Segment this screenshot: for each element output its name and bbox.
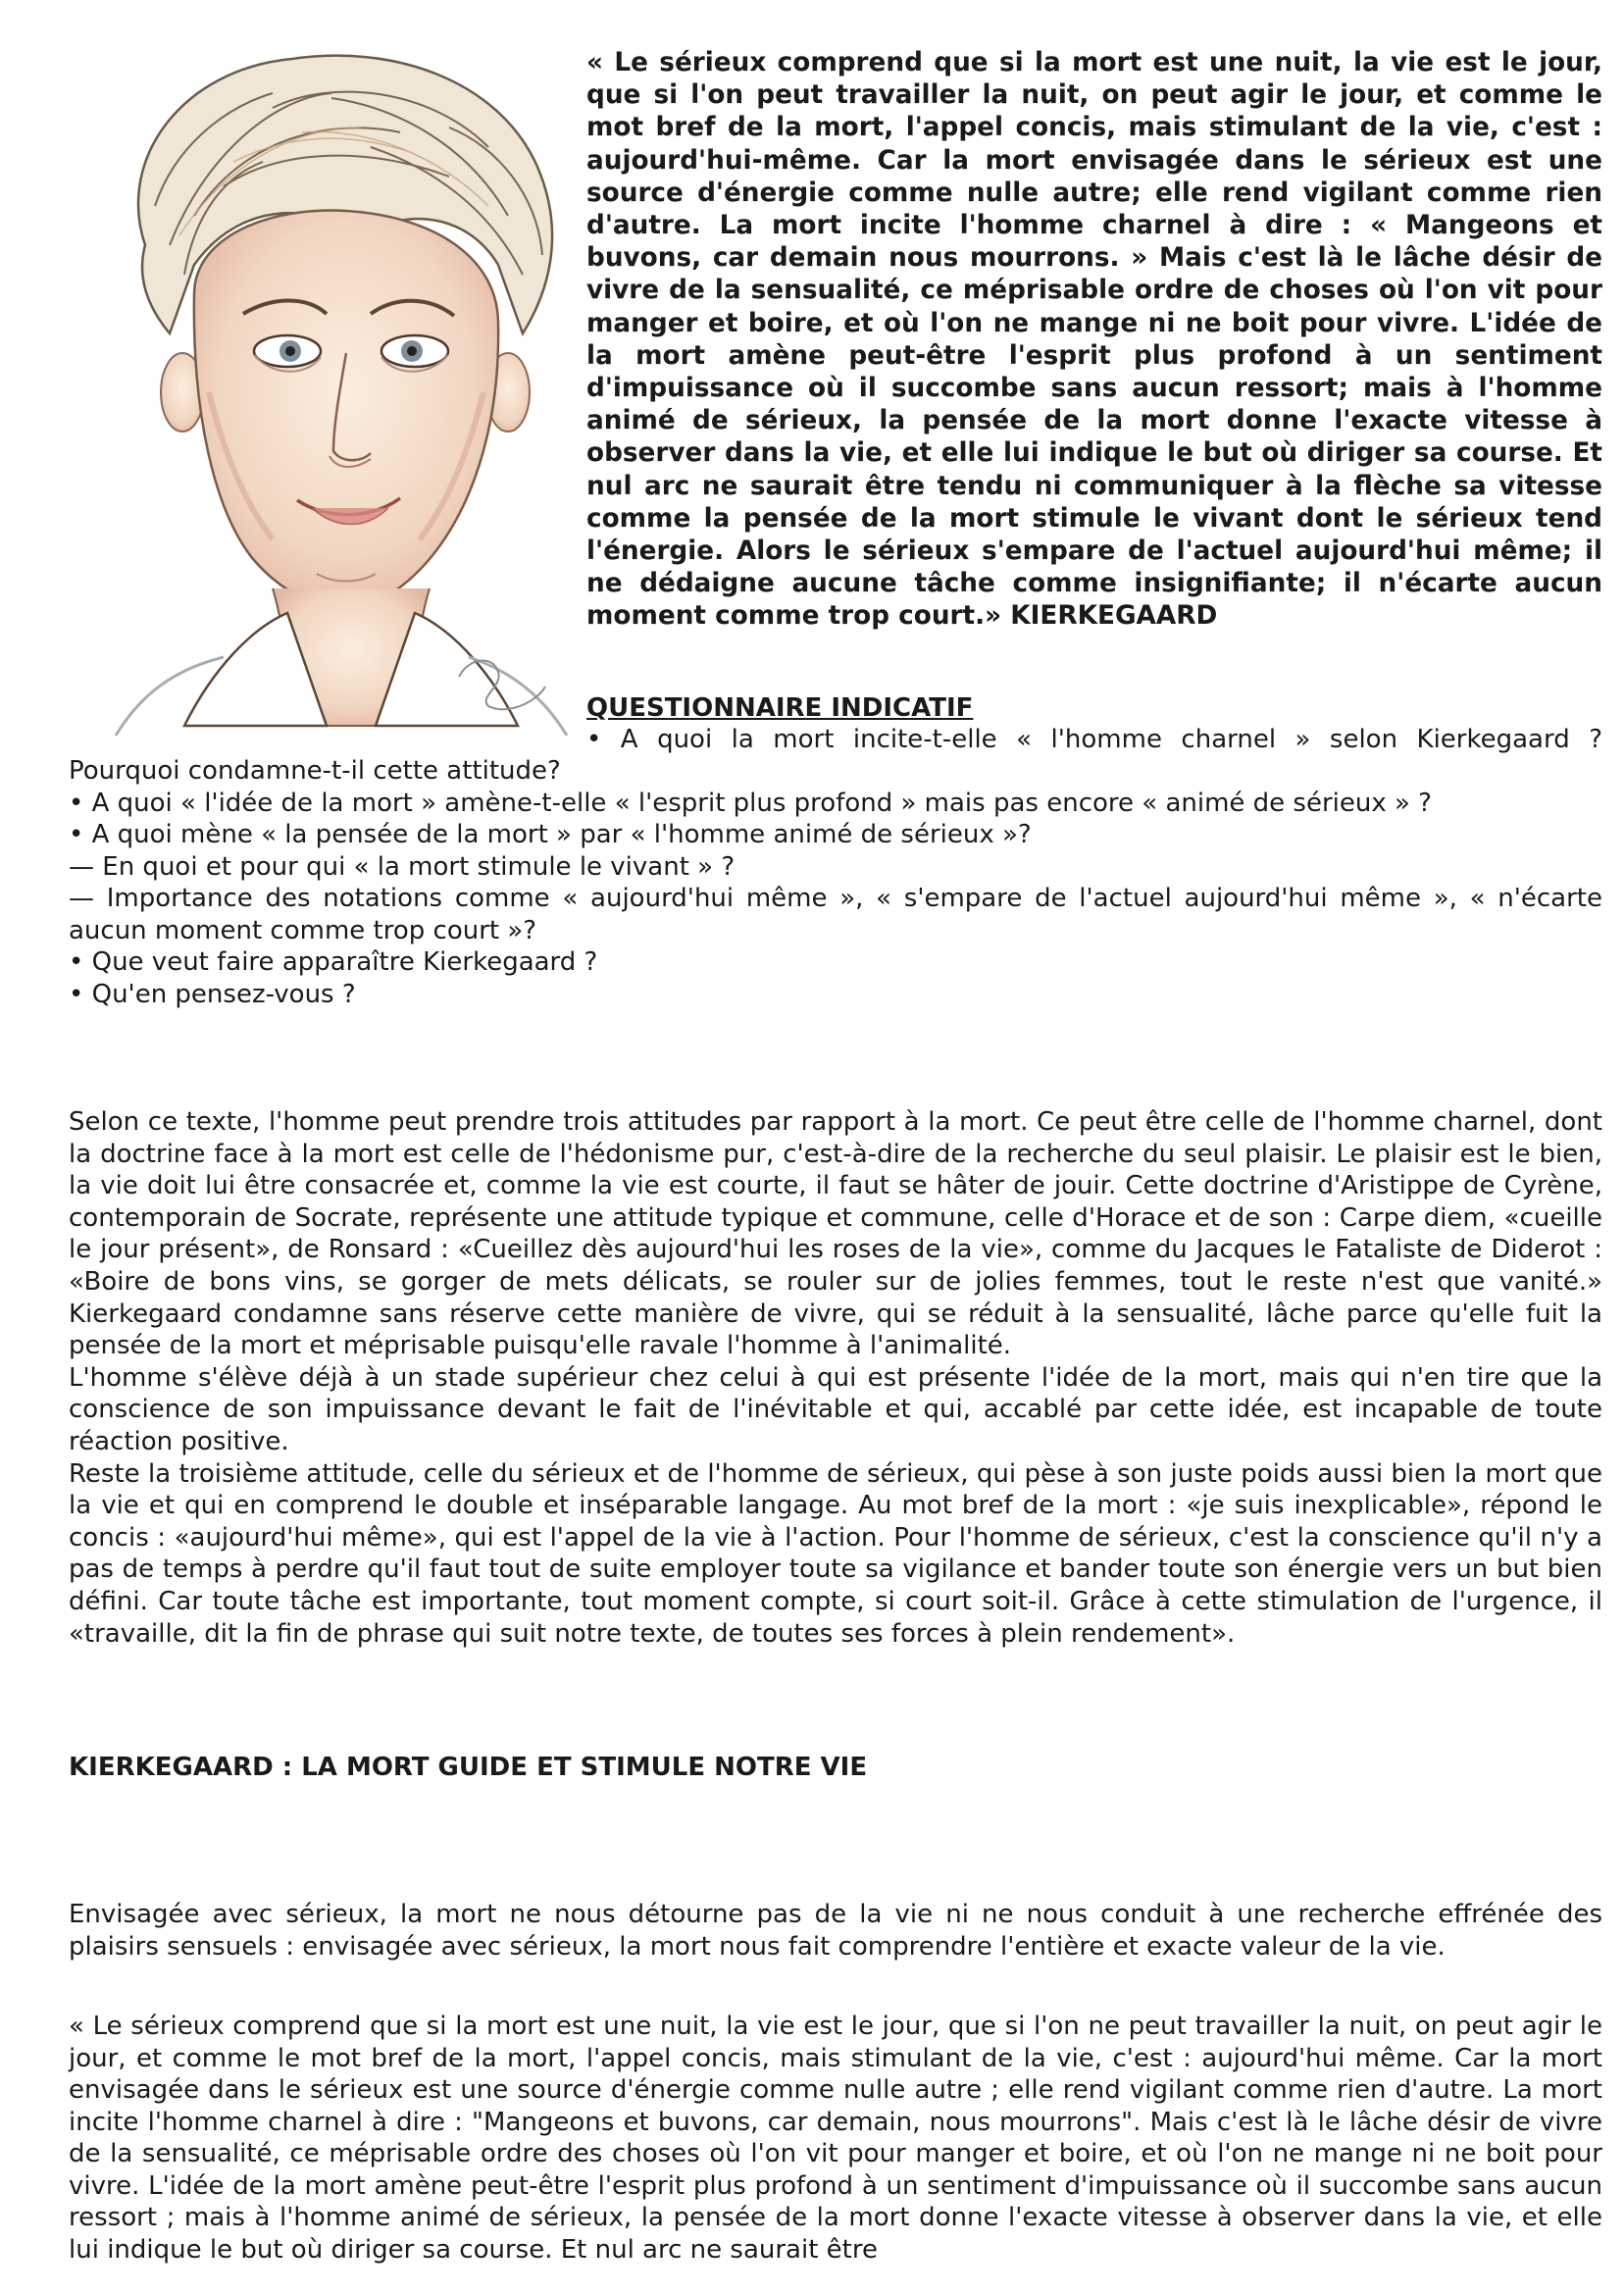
analysis-paragraph: Selon ce texte, l'homme peut prendre trois attitudes par rapport à la mort. Ce peut être celle de l'homme charnel, dont la doctrine face à la mort est celle de l'hédonisme pur, c'est-à-dire de la recherche du seul plaisir. Le plaisir est le bien, la vie doit lui être consacrée et, comme la vie est courte, il faut se hâter de jouir. Cette doctrine d'Aristippe de Cyrène, contemporain de Socrate, représente une attitude typique et commune, celle d'Horace et de son : Carpe diem, «cueille le jour présent», de Ronsard : «Cueillez dès aujourd'hui les roses de la vie», comme du Jacques le Fataliste de Diderot : «Boire de bons vins, se gorger de mets délicats, se rouler sur de jolies femmes, tout le reste n'est que vanité.» Kierkegaard condamne sans réserve cette manière de vivre, qui se réduit à la sensualité, lâche parce qu'elle fuit la pensée de la mort et méprisable puisqu'elle ravale l'homme à l'animalité. — [69, 1107, 1602, 1361]
questionnaire-item: — Importance des notations comme « aujourd'hui même », « s'empare de l'actuel aujourd'hui même », « n'écarte aucun moment comme trop court »? — [69, 884, 1602, 945]
questionnaire-item: • Qu'en pensez-vous ? — [69, 979, 356, 1009]
questionnaire-item: — En quoi et pour qui « la mort stimule le vivant » ? — [69, 851, 736, 882]
section-title: KIERKEGAARD : LA MORT GUIDE ET STIMULE NOTRE VIE — [69, 1753, 868, 1782]
questionnaire-title: QUESTIONNAIRE INDICATIF — [586, 693, 974, 723]
intro-paragraph — [69, 1899, 1602, 1963]
questionnaire-item: • A quoi mène « la pensée de la mort » par « l'homme animé de sérieux »? — [69, 820, 1032, 849]
questionnaire-item: • Que veut faire apparaître Kierkegaard ? — [69, 947, 598, 977]
kierkegaard-portrait-illustration — [76, 39, 586, 736]
analysis-paragraph: Reste la troisième attitude, celle du sérieux et de l'homme de sérieux, qui pèse à son juste poids aussi bien la mort que la vie et qui en comprend le double et inséparable langage. Au mot bref de la mort : «je suis inexplicable», répond le concis : «aujourd'hui même», qui est l'appel de la vie à l'action. Pour l'homme de sérieux, c'est la conscience qu'il n'y a pas de temps à perdre qu'il faut tout de suite employer toute sa vigilance et bander toute son énergie vers un but bien défini. Car toute tâche est importante, tout moment compte, si court soit-il. Grâce à cette stimulation de l'urgence, il «travaille, dit la fin de phrase qui suit notre texte, de toutes ses forces à plein rendement». — [69, 1458, 1602, 1649]
intro-text: Envisagée avec sérieux, la mort ne nous détourne pas de la vie ni ne nous conduit à une recherche effrénée des plaisirs sensuels : envisagée avec sérieux, la mort nous fait comprendre l'entière et exacte valeur de la vie. — [69, 1900, 1602, 1962]
quote-repeat: « Le sérieux comprend que si la mort est une nuit, la vie est le jour, que si l'on ne peut travailler la nuit, on peut agir le jour, et comme le mot bref de la mort, l'appel concis, mais stimulant de la vie, c'est : aujourd'hui même. Car la mort envisagée dans le sérieux est une source d'énergie comme nulle autre ; elle rend vigilant comme rien d'autre. La mort incite l'homme charnel à dire : "Mangeons et buvons, car demain, nous mourrons". Mais c'est là le lâche désir de vivre de la sensualité, ce méprisable ordre des choses où l'on vit pour manger et boire, et où l'on ne mange ni ne boit pour vivre. L'idée de la mort amène peut-être l'esprit plus profond à un sentiment d'impuissance où il succombe sans aucun ressort ; mais à l'homme animé de sérieux, la pensée de la mort donne l'exacte vitesse à observer dans la vie, et elle lui indique le but où diriger sa course. Et nul arc ne saurait être — [69, 2012, 1602, 2265]
analysis-paragraph: L'homme s'élève déjà à un stade supérieur chez celui à qui est présente l'idée de la mort, mais qui n'en tire que la conscience de son impuissance devant le fait de l'inévitable et qui, accablé par cette idée, est incapable de toute réaction positive. — [69, 1362, 1602, 1456]
questionnaire-first-question: • A quoi la mort incite-t-elle « l'homme charnel » selon Kierkegaard ? — [586, 725, 1602, 754]
questionnaire-list — [69, 755, 1602, 1010]
questionnaire-item: Pourquoi condamne-t-il cette attitude? — [69, 756, 561, 786]
analysis-text — [69, 1106, 1602, 1650]
kierkegaard-quote: « Le sérieux comprend que si la mort est une nuit, la vie est le jour, que si l'on peut travailler la nuit, on peut agir le jour, et comme le mot bref de la mort, l'appel concis, mais stimulant de la vie, c'est : aujourd'hui-même. Car la mort envisagée dans le sérieux est une source d'énergie comme nulle autre; elle rend vigilant comme rien d'autre. La mort incite l'homme charnel à dire : « Mangeons et buvons, car demain nous mourrons. » Mais c'est là le lâche désir de vivre de la sensualité, ce méprisable ordre de choses où l'on vit pour manger et boire, et où l'on ne mange ni ne boit pour vivre. L'idée de la mort amène peut-être l'esprit plus profond à un sentiment d'impuissance où il succombe sans aucun ressort; mais à l'homme animé de sérieux, la pensée de la mort donne l'exacte vitesse à observer dans la vie, et elle lui indique le but où diriger sa course. Et nul arc ne saurait être tendu ni communiquer à la flèche sa vitesse comme la pensée de la mort stimule le vivant dont le sérieux tend l'énergie. Alors le sérieux s'empare de l'actuel aujourd'hui même; il ne dédaigne aucune tâche comme insignifiante; il n'écarte aucun moment comme trop court.» KIERKEGAARD — [586, 48, 1602, 632]
questionnaire-item: • A quoi « l'idée de la mort » amène-t-elle « l'esprit plus profond » mais pas encore « animé de sérieux » ? — [69, 788, 1432, 818]
